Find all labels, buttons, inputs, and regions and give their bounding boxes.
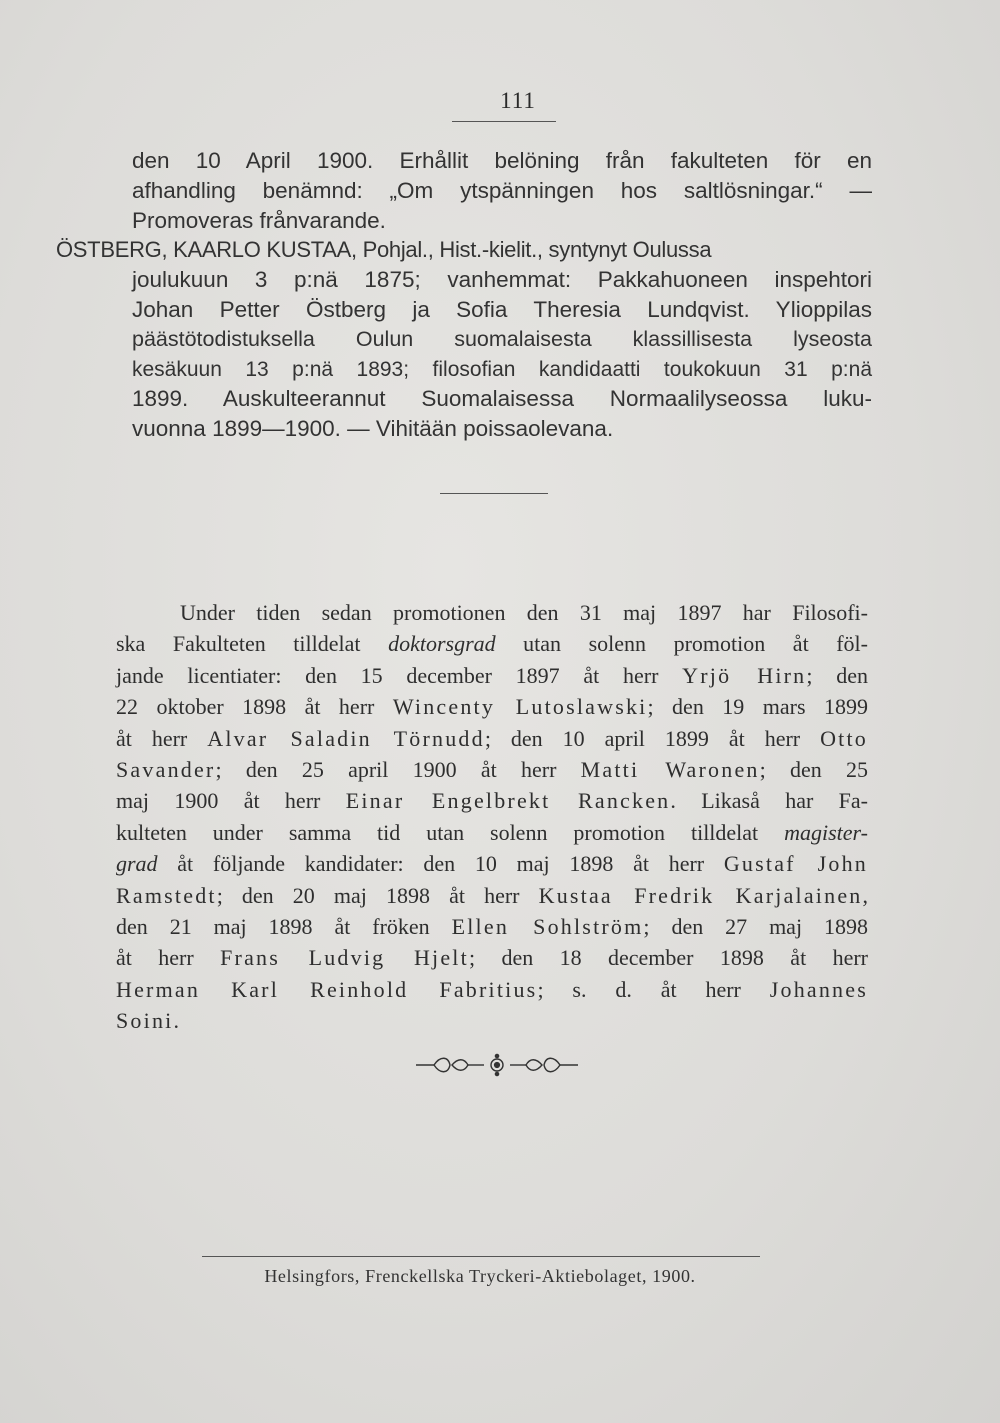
notice-line: åt herr Alvar Saladin Törnudd; den 10 april 1899 åt herr Otto — [116, 725, 868, 751]
notice-line: kulteten under samma tid utan solenn promotion tilldelat magister- — [116, 819, 868, 845]
entry-line: vuonna 1899—1900. — Vihitään poissaolevana. — [132, 416, 614, 442]
notice-line: Ramstedt; den 20 maj 1898 åt herr Kustaa Fredrik Karjalainen, — [116, 882, 868, 908]
entry-line: päästötodistuksella Oulun suomalaisesta klassillisesta lyseosta — [132, 326, 872, 351]
notice-line: den 21 maj 1898 åt fröken Ellen Sohlström; den 27 maj 1898 — [116, 914, 868, 940]
notice-line: 22 oktober 1898 åt herr Wincenty Lutoslawski; den 19 mars 1899 — [116, 694, 868, 720]
entry-line: den 10 April 1900. Erhållit belöning från fakulteten för en — [132, 148, 872, 173]
entry-text-block — [56, 146, 872, 444]
entry-line: kesäkuun 13 p:nä 1893; filosofian kandidaatti toukokuun 31 p:nä — [132, 357, 872, 381]
notice-line: jande licentiater: den 15 december 1897 åt herr Yrjö Hirn; den — [116, 662, 868, 688]
footer-rule — [202, 1256, 760, 1257]
notice-line: maj 1900 åt herr Einar Engelbrekt Rancken. Likaså har Fa- — [116, 788, 868, 814]
entry-line: Johan Petter Östberg ja Sofia Theresia Lundqvist. Ylioppilas — [132, 296, 872, 322]
notice-line: ska Fakulteten tilldelat doktorsgrad utan solenn promotion åt föl- — [116, 631, 868, 657]
notice-line: Herman Karl Reinhold Fabritius; s. d. åt herr Johannes — [116, 976, 868, 1002]
notice-line: Soini. — [116, 1008, 179, 1034]
entry-line: Promoveras frånvarande. — [132, 207, 386, 233]
notice-line: åt herr Frans Ludvig Hjelt; den 18 december 1898 åt herr — [116, 945, 869, 971]
printer-imprint: Helsingfors, Frenckellska Tryckeri-Aktiebolaget, 1900. — [264, 1266, 696, 1286]
ornament-icon — [412, 1052, 582, 1078]
faculty-notice-block — [116, 597, 868, 1037]
notice-line: Under tiden sedan promotionen den 31 maj 1897 har Filosofi- — [180, 600, 868, 625]
page-number-rule — [452, 121, 556, 122]
notice-line: grad åt följande kandidater: den 10 maj 1898 åt herr Gustaf John — [116, 851, 868, 877]
section-divider — [440, 493, 548, 494]
entry-line: afhandling benämnd: „Om ytspänningen hos saltlösningar.“ — — [132, 177, 872, 203]
entry-line: 1899. Auskulteerannut Suomalaisessa Normaalilyseossa luku- — [132, 386, 872, 412]
entry-line: joulukuun 3 p:nä 1875; vanhemmat: Pakkahuoneen inspehtori — [132, 267, 872, 293]
notice-line: Savander; den 25 april 1900 åt herr Matti Waronen; den 25 — [116, 757, 868, 783]
entry-line-heading: ÖSTBERG, KAARLO KUSTAA, Pohjal., Hist.-kielit., syntynyt Oulussa — [56, 237, 712, 263]
page-number: 111 — [500, 88, 536, 113]
